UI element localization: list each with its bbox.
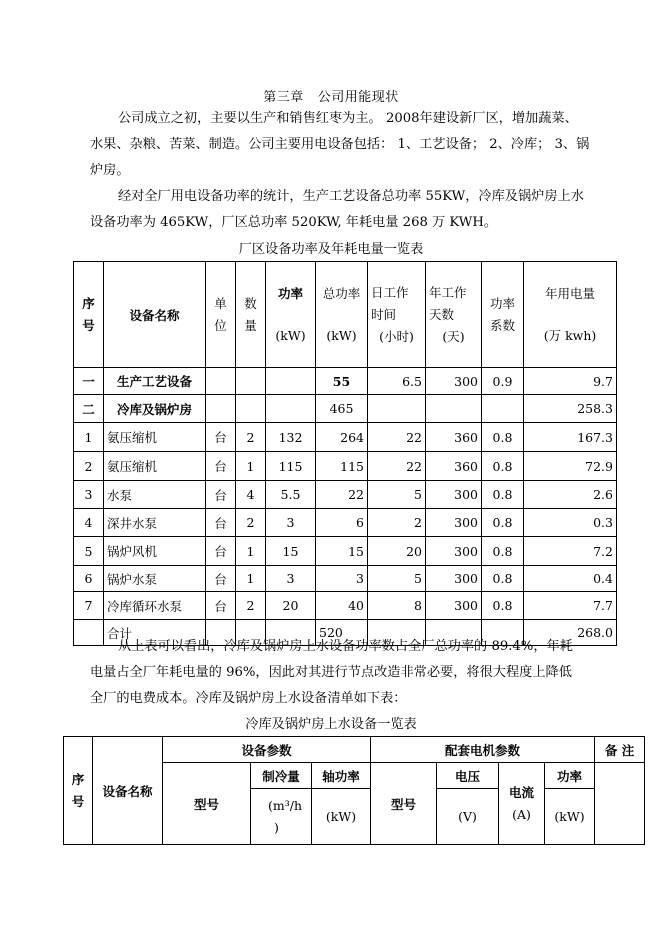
cell-daily: 22: [368, 423, 426, 452]
cell-total: 55: [316, 368, 368, 395]
header-daily-hours: 日工作 时间 (小时): [368, 262, 426, 368]
cell-unit: 台: [206, 423, 236, 452]
table-row: [74, 423, 617, 452]
header-voltage: 电压: [437, 763, 499, 789]
table-group-row: [74, 368, 617, 395]
paragraph-line: 水果、杂粮、苦菜、制造。公司主要用电设备包括： 1、工艺设备； 2、冷库； 3、锅: [90, 137, 590, 152]
cell-days: 300: [426, 592, 482, 620]
header-unit: 单 位: [206, 262, 236, 368]
cell-name: 锅炉风机: [104, 537, 206, 566]
cell-energy: 167.3: [524, 423, 617, 452]
paragraph-line: 经对全厂用电设备功率的统计，生产工艺设备总功率 55KW，冷库及锅炉房上水: [118, 189, 584, 204]
cell-seq: 二: [74, 395, 104, 423]
cell-name: 冷库循环水泵: [104, 592, 206, 620]
cell-total: 520: [316, 620, 368, 646]
cell-power: 20: [266, 592, 316, 620]
cell-total: 40: [316, 592, 368, 620]
cell-power: 132: [266, 423, 316, 452]
cell-name: 生产工艺设备: [104, 368, 206, 395]
table1-header-row: [74, 262, 617, 368]
cell-energy: 9.7: [524, 368, 617, 395]
header-voltage-unit: (V): [437, 789, 499, 845]
cell-days: 300: [426, 566, 482, 592]
cell-seq: 4: [74, 509, 104, 537]
cell-coef: 0.8: [482, 592, 524, 620]
header-name: 设备名称: [104, 262, 206, 368]
cell-coef: 0.9: [482, 368, 524, 395]
cell-total-label: 合计: [104, 620, 206, 646]
table-group-row: [74, 395, 617, 423]
header-shaft-unit: (kW): [312, 789, 371, 845]
cell-qty: 2: [236, 509, 266, 537]
cell-total: 264: [316, 423, 368, 452]
cell-coef: 0.8: [482, 452, 524, 481]
header-power: 功率 (kW): [266, 262, 316, 368]
cell-energy: 2.6: [524, 481, 617, 509]
table2-header-row-1: [64, 737, 645, 763]
cell-qty: 2: [236, 592, 266, 620]
cell-seq: 3: [74, 481, 104, 509]
cell-unit: 台: [206, 509, 236, 537]
header-motor-power-unit: (kW): [545, 789, 595, 845]
cell-seq: 一: [74, 368, 104, 395]
cell-unit: 台: [206, 566, 236, 592]
cell-total: 15: [316, 537, 368, 566]
cell-total: 3: [316, 566, 368, 592]
cell-energy: 258.3: [524, 395, 617, 423]
header-current: 电流 (A): [499, 763, 545, 845]
cell-daily: 22: [368, 452, 426, 481]
cell-coef: 0.8: [482, 566, 524, 592]
cell-seq: 6: [74, 566, 104, 592]
table-row: [74, 452, 617, 481]
paragraph-analysis: [90, 634, 590, 712]
cell-energy: 7.7: [524, 592, 617, 620]
cell-energy: 268.0: [524, 620, 617, 646]
cell-qty: 4: [236, 481, 266, 509]
equipment-list-table: [63, 736, 645, 845]
cell-unit: 台: [206, 537, 236, 566]
chapter-number: 第三章: [263, 90, 304, 105]
cell-unit: 台: [206, 481, 236, 509]
cell-coef: 0.8: [482, 537, 524, 566]
table-row: [74, 537, 617, 566]
cell-name: 锅炉水泵: [104, 566, 206, 592]
cell-coef: 0.8: [482, 481, 524, 509]
header-motor-power: 功率: [545, 763, 595, 789]
table-row: [74, 481, 617, 509]
header-total-power: 总功率 (kW): [316, 262, 368, 368]
header-motor-model: 型号: [371, 763, 437, 845]
cell-daily: 8: [368, 592, 426, 620]
header-qty: 数 量: [236, 262, 266, 368]
cell-days: 360: [426, 452, 482, 481]
cell-qty: 1: [236, 537, 266, 566]
cell-qty: 1: [236, 566, 266, 592]
chapter-title: 公司用能现状: [317, 90, 399, 105]
cell-qty: 1: [236, 452, 266, 481]
paragraph-line: 电量占全厂年耗电量的 96%，因此对其进行节点改造非常必要，将很大程度上降低: [90, 665, 572, 680]
header-capacity-unit: (m³/h ): [251, 789, 312, 845]
cell-daily: 5: [368, 481, 426, 509]
header-equipment-params: 设备参数: [163, 737, 371, 763]
cell-days: 360: [426, 423, 482, 452]
remark-cell: [595, 763, 645, 845]
cell-total: 22: [316, 481, 368, 509]
cell-energy: 7.2: [524, 537, 617, 566]
cell-total: 115: [316, 452, 368, 481]
header-annual-energy: 年用电量 (万 kwh): [524, 262, 617, 368]
paragraph-line: 炉房。: [90, 163, 130, 178]
header-remark: 备 注: [595, 737, 645, 763]
cell-name: 氨压缩机: [104, 452, 206, 481]
cell-days: 300: [426, 509, 482, 537]
header-seq: 序 号: [74, 262, 104, 368]
cell-daily: 5: [368, 566, 426, 592]
cell-power: 3: [266, 566, 316, 592]
cell-daily: 6.5: [368, 368, 426, 395]
cell-daily: 20: [368, 537, 426, 566]
cell-unit: 台: [206, 452, 236, 481]
header-name: 设备名称: [93, 737, 163, 845]
table1-caption: 厂区设备功率及年耗电量一览表: [238, 242, 424, 257]
header-seq: 序 号: [64, 737, 93, 845]
cell-power: 5.5: [266, 481, 316, 509]
cell-power: 115: [266, 452, 316, 481]
cell-qty: 2: [236, 423, 266, 452]
cell-name: 冷库及锅炉房: [104, 395, 206, 423]
cell-energy: 0.3: [524, 509, 617, 537]
cell-seq: 7: [74, 592, 104, 620]
cell-days: 300: [426, 537, 482, 566]
header-shaft-power: 轴功率: [312, 763, 371, 789]
cell-energy: 72.9: [524, 452, 617, 481]
cell-name: 深井水泵: [104, 509, 206, 537]
cell-energy: 0.4: [524, 566, 617, 592]
paragraph-line: 公司成立之初，主要以生产和销售红枣为主。 2008年建设新厂区，增加蔬菜、: [118, 111, 578, 126]
paragraph-intro: [90, 106, 590, 184]
header-model: 型号: [163, 763, 251, 845]
paragraph-line: 全厂的电费成本。冷库及锅炉房上水设备清单如下表：: [90, 691, 407, 706]
cell-name: 氨压缩机: [104, 423, 206, 452]
cell-seq: 2: [74, 452, 104, 481]
cell-daily: 2: [368, 509, 426, 537]
header-power-coef: 功率 系数: [482, 262, 524, 368]
table2-caption: 冷库及锅炉房上水设备一览表: [245, 717, 417, 732]
header-motor-params: 配套电机参数: [371, 737, 595, 763]
cell-total: 6: [316, 509, 368, 537]
power-consumption-table: [73, 261, 617, 646]
paragraph-power-stats: [90, 184, 590, 236]
cell-total: 465: [316, 395, 368, 423]
chapter-heading: [0, 86, 662, 105]
cell-days: 300: [426, 368, 482, 395]
cell-unit: 台: [206, 592, 236, 620]
paragraph-line: 设备功率为 465KW，厂区总功率 520KW, 年耗电量 268 万 KWH。: [90, 215, 498, 230]
header-capacity: 制冷量: [251, 763, 312, 789]
cell-power: 3: [266, 509, 316, 537]
header-yearly-days: 年工作 天数 (天): [426, 262, 482, 368]
cell-days: 300: [426, 481, 482, 509]
cell-power: 15: [266, 537, 316, 566]
table-row: [74, 592, 617, 620]
cell-name: 水泵: [104, 481, 206, 509]
table-row: [74, 509, 617, 537]
cell-seq: 1: [74, 423, 104, 452]
paragraph-line: 从上表可以看出，冷库及锅炉房上水设备功率数占全厂总功率的 89.4%，年耗: [118, 639, 573, 654]
cell-coef: 0.8: [482, 423, 524, 452]
table-row: [74, 566, 617, 592]
cell-coef: 0.8: [482, 509, 524, 537]
cell-seq: 5: [74, 537, 104, 566]
